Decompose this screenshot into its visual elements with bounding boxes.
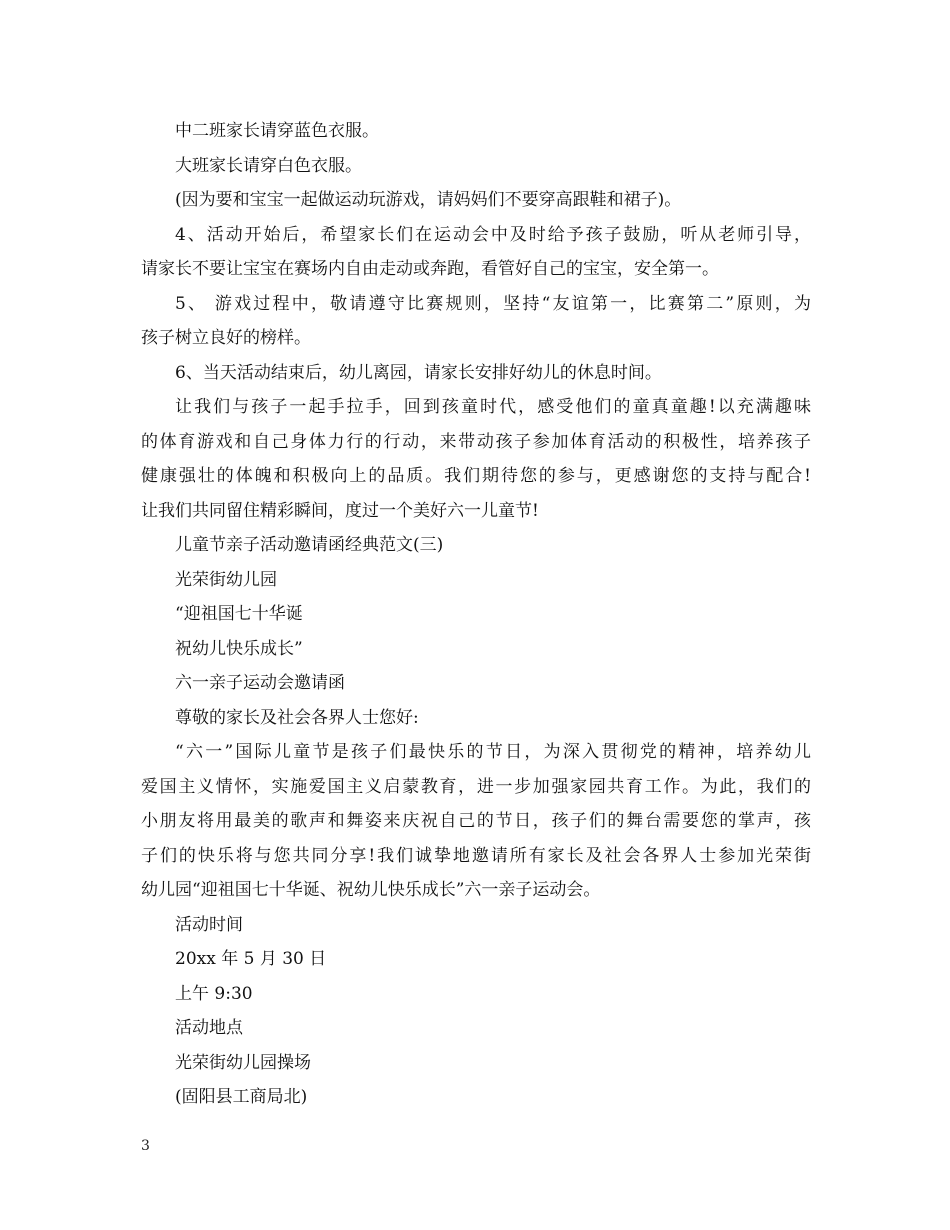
text-line: 活动地点 <box>175 1018 243 1038</box>
text-line: 20xx 年 5 月 30 日 <box>175 949 327 969</box>
page-number: 3 <box>141 1138 150 1154</box>
text-line: 6、当天活动结束后，幼儿离园，请家长安排好幼儿的休息时间。 <box>175 362 662 383</box>
text-line: 5、 游戏过程中，敬请遵守比赛规则，坚持“友谊第一，比赛第二”原则，为 <box>175 293 811 314</box>
text-line: 中二班家长请穿蓝色衣服。 <box>175 121 379 141</box>
text-line: 活动时间 <box>175 914 243 935</box>
text-line: 幼儿园“迎祖国七十华诞、祝幼儿快乐成长”六一亲子运动会。 <box>141 880 601 900</box>
text-line: 健康强壮的体魄和积极向上的品质。我们期待您的参与，更感谢您的支持与配合! <box>141 466 811 486</box>
text-line: 子们的快乐将与您共同分享!我们诚挚地邀请所有家长及社会各界人士参加光荣街 <box>141 845 811 866</box>
text-line: “迎祖国七十华诞 <box>175 604 303 624</box>
text-line: 请家长不要让宝宝在赛场内自由走动或奔跑，看管好自己的宝宝，安全第一。 <box>141 259 719 279</box>
document-body <box>141 114 811 1115</box>
text-line: 让我们与孩子一起手拉手，回到孩童时代，感受他们的童真童趣!以充满趣味 <box>175 397 811 417</box>
text-line: 光荣街幼儿园 <box>175 569 277 590</box>
text-line: 的体育游戏和自己身体力行的行动，来带动孩子参加体育活动的积极性，培养孩子 <box>141 431 811 452</box>
text-line: 爱国主义情怀，实施爱国主义启蒙教育，进一步加强家园共育工作。为此，我们的 <box>141 776 811 797</box>
text-line: 尊敬的家长及社会各界人士您好: <box>175 707 419 728</box>
text-line: “六一”国际儿童节是孩子们最快乐的节日，为深入贯彻党的精神，培养幼儿 <box>175 742 811 762</box>
text-line: 小朋友将用最美的歌声和舞姿来庆祝自己的节日，孩子们的舞台需要您的掌声，孩 <box>141 811 811 831</box>
text-line: 上午 9:30 <box>175 983 253 1004</box>
text-line: 儿童节亲子活动邀请函经典范文(三) <box>175 535 444 555</box>
text-line: 让我们共同留住精彩瞬间，度过一个美好六一儿童节! <box>141 500 539 521</box>
text-line: (固阳县工商局北) <box>175 1087 308 1107</box>
text-line: 4、活动开始后，希望家长们在运动会中及时给予孩子鼓励，听从老师引导， <box>175 224 811 245</box>
text-line: 大班家长请穿白色衣服。 <box>175 155 362 176</box>
text-line: (因为要和宝宝一起做运动玩游戏，请妈妈们不要穿高跟鞋和裙子)。 <box>175 190 682 210</box>
text-line: 孩子树立良好的榜样。 <box>141 328 311 348</box>
text-line: 光荣街幼儿园操场 <box>175 1052 311 1073</box>
text-line: 祝幼儿快乐成长” <box>175 638 303 659</box>
text-line: 六一亲子运动会邀请函 <box>175 673 345 693</box>
